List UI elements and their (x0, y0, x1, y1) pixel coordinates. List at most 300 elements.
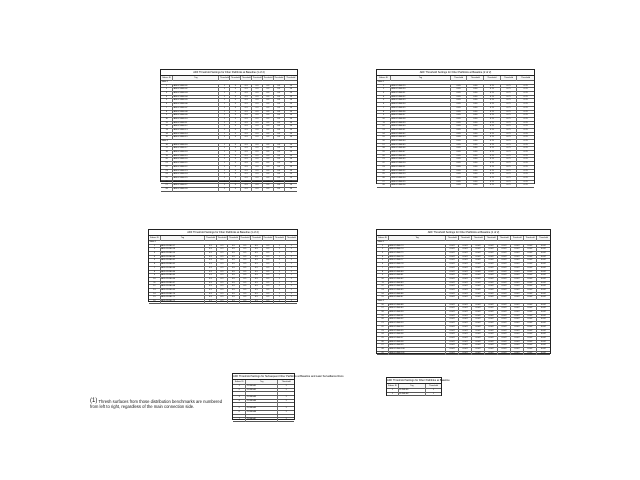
table-cell: 0.70 (523, 95, 528, 98)
table-cell: 26 (377, 177, 391, 181)
table-cell: 0.047 (446, 341, 459, 345)
table-cell: 10 (289, 103, 292, 106)
table-title: ADF Threshold Settings for Fiber Pathlinks at Baseline (2 of 2) (377, 70, 534, 76)
table-cell: 0.5 (217, 293, 228, 297)
table-cell: 14 (377, 293, 389, 297)
table-cell: 29 (377, 352, 389, 356)
table-cell: 0.047 (472, 278, 485, 282)
table-cell: 13 (377, 289, 389, 293)
table-cell: 1 (290, 285, 292, 288)
table-cell: ADF-PLINK-52 (391, 170, 451, 174)
table-cell: 0.047 (459, 344, 472, 348)
table-cell: 0.5 (205, 256, 216, 260)
table-cell: 0.75 (484, 133, 501, 137)
table-cell: 0.047 (524, 352, 537, 356)
table-cell: 0.047 (511, 263, 524, 267)
table-cell: 16 (377, 304, 389, 308)
column-header: Tag (161, 236, 205, 241)
table-cell: 0.047 (485, 259, 498, 263)
table-cell: 0.047 (485, 318, 498, 322)
table-cell: 0.85 (451, 136, 468, 140)
table-cell: 0.75 (484, 140, 501, 144)
table-cell: 0.3 (274, 107, 285, 111)
table-cell: 0.75 (484, 114, 501, 118)
table-cell: 3 (230, 125, 241, 129)
table-cell: 0.047 (485, 274, 498, 278)
table-cell: 0.047 (446, 289, 459, 293)
table-cell: 17 (161, 147, 173, 151)
table-title: ADF Threshold Settings for Fiber Pathlinks at Baseline (1 of 2) (149, 230, 297, 236)
table-cell: 0.047 (511, 285, 524, 289)
threshold-table-6 (386, 377, 450, 396)
table-cell: 0.5 (240, 274, 251, 278)
table-cell: 0.3 (274, 114, 285, 118)
table-cell: 0.3 (241, 133, 252, 137)
table-cell: ADF-PLINK-54 (391, 177, 451, 181)
table-cell: 0.047 (540, 255, 547, 258)
table-cell: ADF-PLINK-36 (391, 111, 451, 115)
table-cell: 0.5 (251, 274, 262, 278)
table-cell: 2 (387, 393, 399, 397)
table-cell: 1 (290, 277, 292, 280)
table-cell: 7 (377, 107, 391, 111)
table-cell: 0.3 (241, 99, 252, 103)
table-cell: 0.5 (263, 278, 274, 282)
table-cell: PLINK-A7 (246, 418, 278, 422)
table-cell: 1 (274, 256, 285, 260)
table-cell: 0.5 (228, 259, 239, 263)
table-cell: 0.90 (467, 85, 484, 89)
table-cell: 0.5 (228, 293, 239, 297)
table-cell: 0.047 (472, 318, 485, 322)
table-cell: 1 (219, 96, 230, 100)
table-cell: 8 (161, 111, 173, 115)
table-cell: 0.3 (241, 125, 252, 129)
table-cell: 0.047 (485, 282, 498, 286)
table-cell: 10 (161, 118, 173, 122)
table-cell: ADF-PLINK-51 (391, 166, 451, 170)
table-cell: 0.5 (205, 245, 216, 249)
table-cell: 0.047 (459, 330, 472, 334)
table-cell: 0.5 (240, 282, 251, 286)
table-cell: 0.5 (240, 248, 251, 252)
table-cell: 9 (161, 114, 173, 118)
table-cell: 0.047 (540, 314, 547, 317)
table-cell: 0.3 (241, 173, 252, 177)
table-cell: 0.90 (467, 103, 484, 107)
table-cell: 0.5 (205, 296, 216, 300)
table-cell: 0.3 (252, 85, 263, 89)
table-cell: ADF-PLINK-49 (391, 158, 451, 162)
table-cell: 0.3 (263, 103, 274, 107)
table-cell: 0.5 (217, 267, 228, 271)
table-cell: 0.3 (274, 166, 285, 170)
table-cell: 0.3 (263, 92, 274, 96)
table-cell: 0.5 (251, 259, 262, 263)
table-cell: 0.3 (263, 136, 274, 140)
table-cell: 0.3 (274, 88, 285, 92)
table-cell: 0.70 (523, 147, 528, 150)
table-cell: 0.75 (484, 155, 501, 159)
table-cell: ADF-PLINK-01 (173, 85, 219, 89)
table-cell: 10 (289, 143, 292, 146)
table-cell: 0.3 (263, 122, 274, 126)
table-cell: 0.3 (274, 125, 285, 129)
table-cell: ADF-PLINK-13 (173, 129, 219, 133)
table-cell: 0.047 (524, 315, 537, 319)
table-cell: 16 (161, 144, 173, 148)
table-cell: ADF-PLINK-37 (391, 114, 451, 118)
table-cell: 0.047 (524, 296, 537, 300)
table-cell (246, 415, 278, 418)
table-cell: 0.3 (263, 125, 274, 129)
table-cell: 0.3 (252, 173, 263, 177)
table-cell: ADF-PLINK-23 (173, 170, 219, 174)
table-cell: 0.047 (540, 307, 547, 310)
table-cell: 10 (289, 114, 292, 117)
table-cell: 0.90 (467, 173, 484, 177)
table-cell: 0.3 (241, 103, 252, 107)
table-cell: 0.70 (523, 162, 528, 165)
table-cell: 13 (377, 129, 391, 133)
table-cell: 0.047 (540, 303, 547, 306)
table-cell: 0.3 (241, 92, 252, 96)
table-cell: 0.3 (274, 173, 285, 177)
table-cell: 0.5 (228, 300, 239, 304)
column-header: Subscr ID (377, 236, 389, 241)
table-cell: 1 (219, 144, 230, 148)
table-cell: ADF-PLINK-33 (391, 99, 451, 103)
table-cell: 1 (274, 248, 285, 252)
table-cell: 3 (230, 103, 241, 107)
table-cell: 3 (230, 92, 241, 96)
table-cell: 26 (377, 341, 389, 345)
column-header: Threshold (446, 236, 459, 241)
table-cell: 5 (233, 407, 246, 411)
column-header: Threshold (228, 237, 238, 239)
table-cell: 0.047 (459, 282, 472, 286)
table-cell: 7 (149, 267, 161, 271)
table-cell: 0.3 (274, 96, 285, 100)
table-cell: ADF-PLINK-94 (389, 326, 446, 330)
table-cell: ADF-PLINK-26 (173, 181, 219, 185)
table-cell (278, 415, 294, 418)
table-cell: 1 (219, 111, 230, 115)
column-header: Threshold (428, 385, 438, 387)
table-cell: 0.75 (484, 125, 501, 129)
table-cell: 0.5 (251, 263, 262, 267)
table-cell: 3 (230, 111, 241, 115)
table-cell: 0.85 (451, 184, 468, 188)
table-cell: 0.90 (467, 136, 484, 140)
table-cell: 0.3 (274, 136, 285, 140)
table-cell: ADF-PLINK-91 (389, 315, 446, 319)
table-cell: ADF-PLINK-82 (389, 278, 446, 282)
table-cell: 0.75 (484, 118, 501, 122)
table-cell: 20 (377, 155, 391, 159)
table-cell: 21 (377, 158, 391, 162)
table-cell: 0.90 (467, 162, 484, 166)
table-cell: 1 (387, 389, 399, 393)
table-cell: 0.047 (524, 311, 537, 315)
table-cell: 0.047 (459, 245, 472, 249)
table-cell: 1 (290, 252, 292, 255)
table-cell: ADF-PLINK-29 (391, 85, 451, 89)
table-cell: 0.3 (241, 107, 252, 111)
table-cell: 0.85 (451, 92, 468, 96)
table-cell: 24 (161, 173, 173, 177)
table-cell: 0.047 (459, 304, 472, 308)
table-cell: ADF-PLINK-08 (173, 111, 219, 115)
table-cell: 1 (432, 392, 434, 395)
table-cell: 0.047 (524, 322, 537, 326)
table-cell: 0.047 (498, 322, 511, 326)
table-cell: 10 (289, 121, 292, 124)
table-cell: 4 (377, 96, 391, 100)
table-cell: 0.85 (451, 166, 468, 170)
table-cell: 1 (290, 296, 292, 299)
table-cell: 0.85 (451, 114, 468, 118)
table-cell: 0.047 (485, 296, 498, 300)
table-cell: 3 (230, 144, 241, 148)
table-cell: ADF-PLINK-85 (389, 289, 446, 293)
table-cell: 0.5 (217, 285, 228, 289)
table-cell: ADF-PLINK-97 (389, 337, 446, 341)
table-cell: 0.047 (472, 326, 485, 330)
table-cell: 0.3 (252, 92, 263, 96)
table-cell: 0.047 (446, 256, 459, 260)
table-cell: 0.047 (540, 340, 547, 343)
table-cell: 0.047 (472, 293, 485, 297)
table-cell: PLINK-A4 (246, 400, 278, 404)
table-cell: 0.047 (498, 344, 511, 348)
table-cell: 0.047 (459, 271, 472, 275)
table-cell: 0.75 (484, 107, 501, 111)
table-cell: 0.5 (240, 245, 251, 249)
table-cell: 0.5 (228, 278, 239, 282)
table-cell: 1 (285, 407, 287, 410)
table-title: ADF Threshold Settings for Fiber Pathlinks at Baseline (1 of 2) (161, 70, 297, 76)
table-cell: 0.047 (511, 322, 524, 326)
table-cell: 1 (219, 155, 230, 159)
table-cell: 16 (149, 300, 161, 304)
table-cell: ADF-PLINK-02 (173, 88, 219, 92)
table-cell: 0.047 (446, 282, 459, 286)
table-cell: 3 (230, 173, 241, 177)
table-cell: 17 (377, 144, 391, 148)
table-cell: 3 (230, 151, 241, 155)
table-cell: 0.047 (472, 263, 485, 267)
table-cell: 1 (219, 107, 230, 111)
table-cell: 0.75 (484, 170, 501, 174)
table-cell: 0.90 (467, 170, 484, 174)
table-cell: 0.3 (241, 151, 252, 155)
table-cell: 16 (377, 140, 391, 144)
table-cell: 3 (230, 129, 241, 133)
table-cell: 0.75 (501, 129, 518, 133)
table-cell: 0.75 (501, 136, 518, 140)
table-cell: 18 (161, 151, 173, 155)
table-cell: 1 (285, 410, 287, 413)
table-cell: 0.70 (523, 151, 528, 154)
table-cell: 0.75 (484, 151, 501, 155)
table-cell: 0.047 (540, 325, 547, 328)
table-cell: 0.3 (252, 133, 263, 137)
table-cell: PLINK-A1 (246, 385, 278, 389)
table-cell: 7 (161, 107, 173, 111)
table-cell: 0.70 (523, 125, 528, 128)
table-cell: 7 (233, 418, 246, 422)
table-cell: 0.047 (446, 304, 459, 308)
table-cell: 0.90 (467, 133, 484, 137)
table-cell: 0.047 (540, 281, 547, 284)
table-cell: 0.3 (263, 133, 274, 137)
table-cell: 1 (219, 125, 230, 129)
table-cell: 3 (233, 396, 246, 400)
table-cell: 0.047 (472, 348, 485, 352)
table-cell: 0.5 (240, 293, 251, 297)
table-cell: 10 (289, 158, 292, 161)
table-cell: 0.3 (252, 158, 263, 162)
table-cell: 0.3 (263, 177, 274, 181)
table-cell: 0.3 (252, 147, 263, 151)
table-cell: 0.75 (501, 103, 518, 107)
table-cell: 10 (289, 154, 292, 157)
table-cell: 11 (149, 282, 161, 286)
table-cell: 1 (290, 288, 292, 291)
table-cell: ADF-PLINK-45 (391, 144, 451, 148)
table-cell: ADF-PLINK-21 (173, 162, 219, 166)
table-cell: 0.047 (498, 248, 511, 252)
table-cell: 11 (161, 122, 173, 126)
table-cell: 0.047 (524, 304, 537, 308)
table-cell: 0.047 (485, 263, 498, 267)
table-cell: 0.3 (241, 85, 252, 89)
table-cell: 0.047 (498, 252, 511, 256)
table-cell: 0.047 (498, 282, 511, 286)
table-cell: 27 (377, 344, 389, 348)
table-cell: 3 (230, 184, 241, 188)
table-cell: 0.70 (523, 143, 528, 146)
table-cell: 0.3 (263, 173, 274, 177)
table-row (149, 300, 297, 304)
table-cell: 0.75 (501, 99, 518, 103)
table-cell: 2 (377, 248, 389, 252)
table-header-row (377, 236, 550, 241)
table-cell: 13 (149, 289, 161, 293)
table-cell: ADF-PLINK-41 (391, 129, 451, 133)
table-cell: 2 (233, 389, 246, 393)
table-cell: 0.047 (459, 315, 472, 319)
table-cell: 0.047 (459, 293, 472, 297)
table-cell: 0.047 (524, 278, 537, 282)
table-cell: 0.047 (472, 259, 485, 263)
column-header: Threshold (459, 236, 472, 241)
table-cell: 0.3 (263, 111, 274, 115)
table-cell: 0.047 (459, 278, 472, 282)
table-cell: 1 (274, 293, 285, 297)
table-cell: ADF-PLINK-96 (389, 333, 446, 337)
table-cell: 0.85 (451, 88, 468, 92)
table-cell: 0.047 (511, 333, 524, 337)
table-cell: 0.3 (252, 122, 263, 126)
table-cell: 0.5 (263, 248, 274, 252)
table-cell: 0.047 (472, 344, 485, 348)
table-cell: 0.75 (501, 111, 518, 115)
table-cell: 0.3 (263, 170, 274, 174)
table-cell: 0.85 (451, 181, 468, 185)
table-cell: 1 (377, 85, 391, 89)
table-cell: ADF-PLINK-88 (389, 304, 446, 308)
table-cell: 1 (290, 263, 292, 266)
table-cell: 0.3 (263, 151, 274, 155)
footnote-text: Thresh surfaces from those distribution benchmarks are numbered from left to right, regardless of the main connection side. (90, 399, 223, 410)
table-cell: 9 (377, 114, 391, 118)
table-cell: 0.90 (467, 99, 484, 103)
table-cell: 0.75 (484, 147, 501, 151)
table-cell: 6 (149, 263, 161, 267)
table-cell: 10 (289, 95, 292, 98)
table-cell: 0.047 (511, 348, 524, 352)
table-cell: 0.85 (451, 85, 468, 89)
table-cell: 0.047 (485, 307, 498, 311)
table-cell: ADF-PLINK-99 (389, 344, 446, 348)
table-cell: 0.3 (252, 188, 263, 192)
table-cell: 0.75 (484, 166, 501, 170)
table-cell: 0.5 (228, 252, 239, 256)
table-cell: 0.047 (446, 333, 459, 337)
table-cell: 12 (149, 285, 161, 289)
group-label: Table 1 (377, 81, 385, 83)
table-cell: 8 (149, 271, 161, 275)
table-cell: 0.047 (540, 351, 547, 354)
column-header: Subscr ID (387, 384, 399, 389)
table-cell: 11 (377, 282, 389, 286)
table-cell: ADF-PLINK-75 (389, 252, 446, 256)
table-cell: 0.5 (263, 245, 274, 249)
table-cell: 1 (290, 292, 292, 295)
table-cell: 0.3 (241, 147, 252, 151)
table-cell: 0.047 (485, 278, 498, 282)
table-cell: 17 (377, 307, 389, 311)
table-cell: 10 (289, 173, 292, 176)
column-header: Tag (389, 236, 446, 241)
table-cell: ADF-PLINK-07 (173, 107, 219, 111)
table-cell: 0.5 (251, 248, 262, 252)
table-cell: 9 (377, 274, 389, 278)
table-cell: 0.047 (485, 330, 498, 334)
column-header: Threshold (281, 381, 291, 383)
table-cell: 0.047 (524, 248, 537, 252)
table-cell: 20 (161, 158, 173, 162)
table-cell: 0.047 (511, 307, 524, 311)
table-cell: 0.5 (205, 285, 216, 289)
table-cell: 1 (219, 103, 230, 107)
column-header: Threshold (501, 76, 518, 81)
table-cell: ADF-PLINK-39 (391, 122, 451, 126)
table-cell: 0.047 (485, 341, 498, 345)
table-cell: 6 (161, 103, 173, 107)
table-cell: 0.85 (451, 173, 468, 177)
table-cell: 11 (377, 122, 391, 126)
table-cell: 0.047 (511, 267, 524, 271)
table-cell: 0.75 (501, 133, 518, 137)
table-cell: 10 (289, 184, 292, 187)
column-header: Subscr ID (233, 380, 246, 385)
column-header: Threshold (206, 237, 215, 239)
table-cell: 0.047 (459, 326, 472, 330)
table-cell: 0.5 (263, 285, 274, 289)
